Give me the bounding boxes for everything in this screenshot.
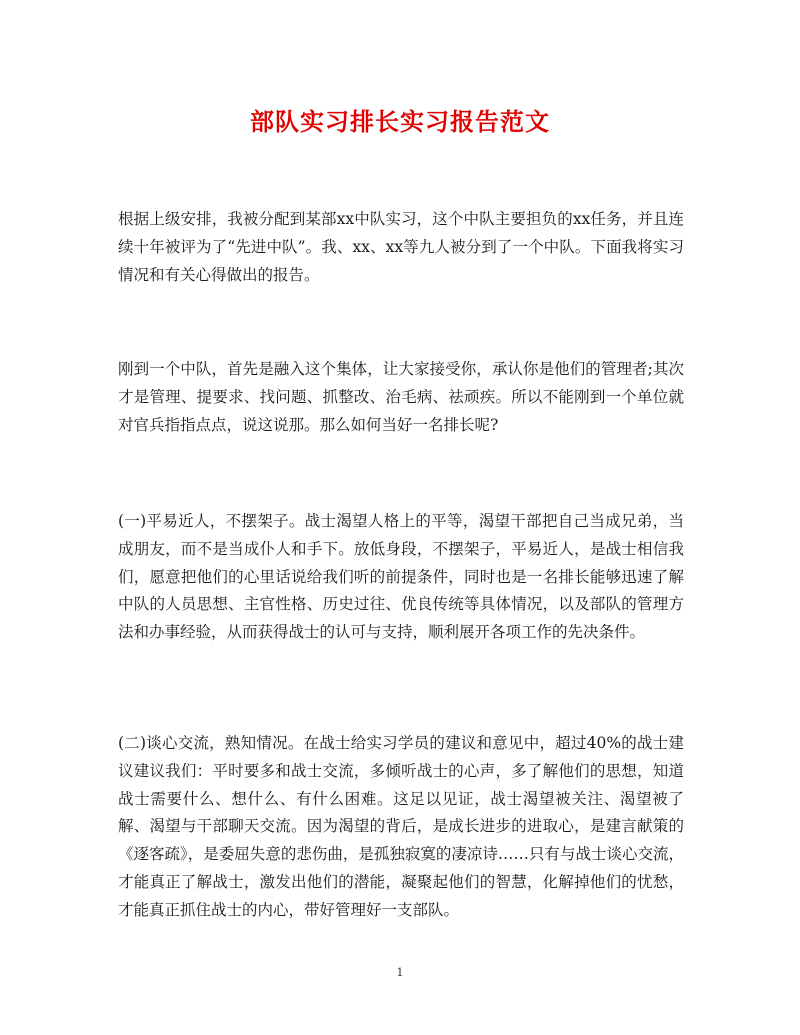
page-number: 1: [396, 966, 404, 979]
document-title: 部队实习排长实习报告范文: [250, 107, 550, 136]
paragraph-intro: 根据上级安排，我被分配到某部xx中队实习，这个中队主要担负的xx任务，并且连续十年被评为了“先进中队”。我、xx、xx等九人被分到了一个中队。下面我将实习情况和有关心得做出的报告。: [118, 210, 684, 284]
paragraph-integration: 刚到一个中队，首先是融入这个集体，让大家接受你，承认你是他们的管理者;其次才是管理、提要求、找问题、抓整改、治毛病、祛顽疾。所以不能刚到一个单位就对官兵指指点点，说这说那。那么如何当好一名排长呢?: [118, 360, 684, 434]
paragraph-communication: (二)谈心交流，熟知情况。在战士给实习学员的建议和意见中，超过40%的战士建议建议我们：平时要多和战士交流，多倾听战士的心声，多了解他们的思想，知道战士需要什么、想什么、有什么困难。这足以见证，战士渴望被关注、渴望被了解、渴望与干部聊天交流。因为渴望的背后，是成长进步的进取心，是建言献策的《逐客疏》，是委屈失意的悲伤曲，是孤独寂寞的凄凉诗……只有与战士谈心交流，才能真正了解战士，激发出他们的潜能，凝聚起他们的智慧，化解掉他们的忧愁，才能真正抓住战士的内心，带好管理好一支部队。: [118, 734, 684, 919]
paragraph-approachable: (一)平易近人，不摆架子。战士渴望人格上的平等，渴望干部把自己当成兄弟，当成朋友，而不是当成仆人和手下。放低身段，不摆架子，平易近人，是战士相信我们，愿意把他们的心里话说给我们听的前提条件，同时也是一名排长能够迅速了解中队的人员思想、主官性格、历史过往、优良传统等具体情况，以及部队的管理方法和办事经验，从而获得战士的认可与支持，顺利展开各项工作的先决条件。: [118, 512, 684, 642]
